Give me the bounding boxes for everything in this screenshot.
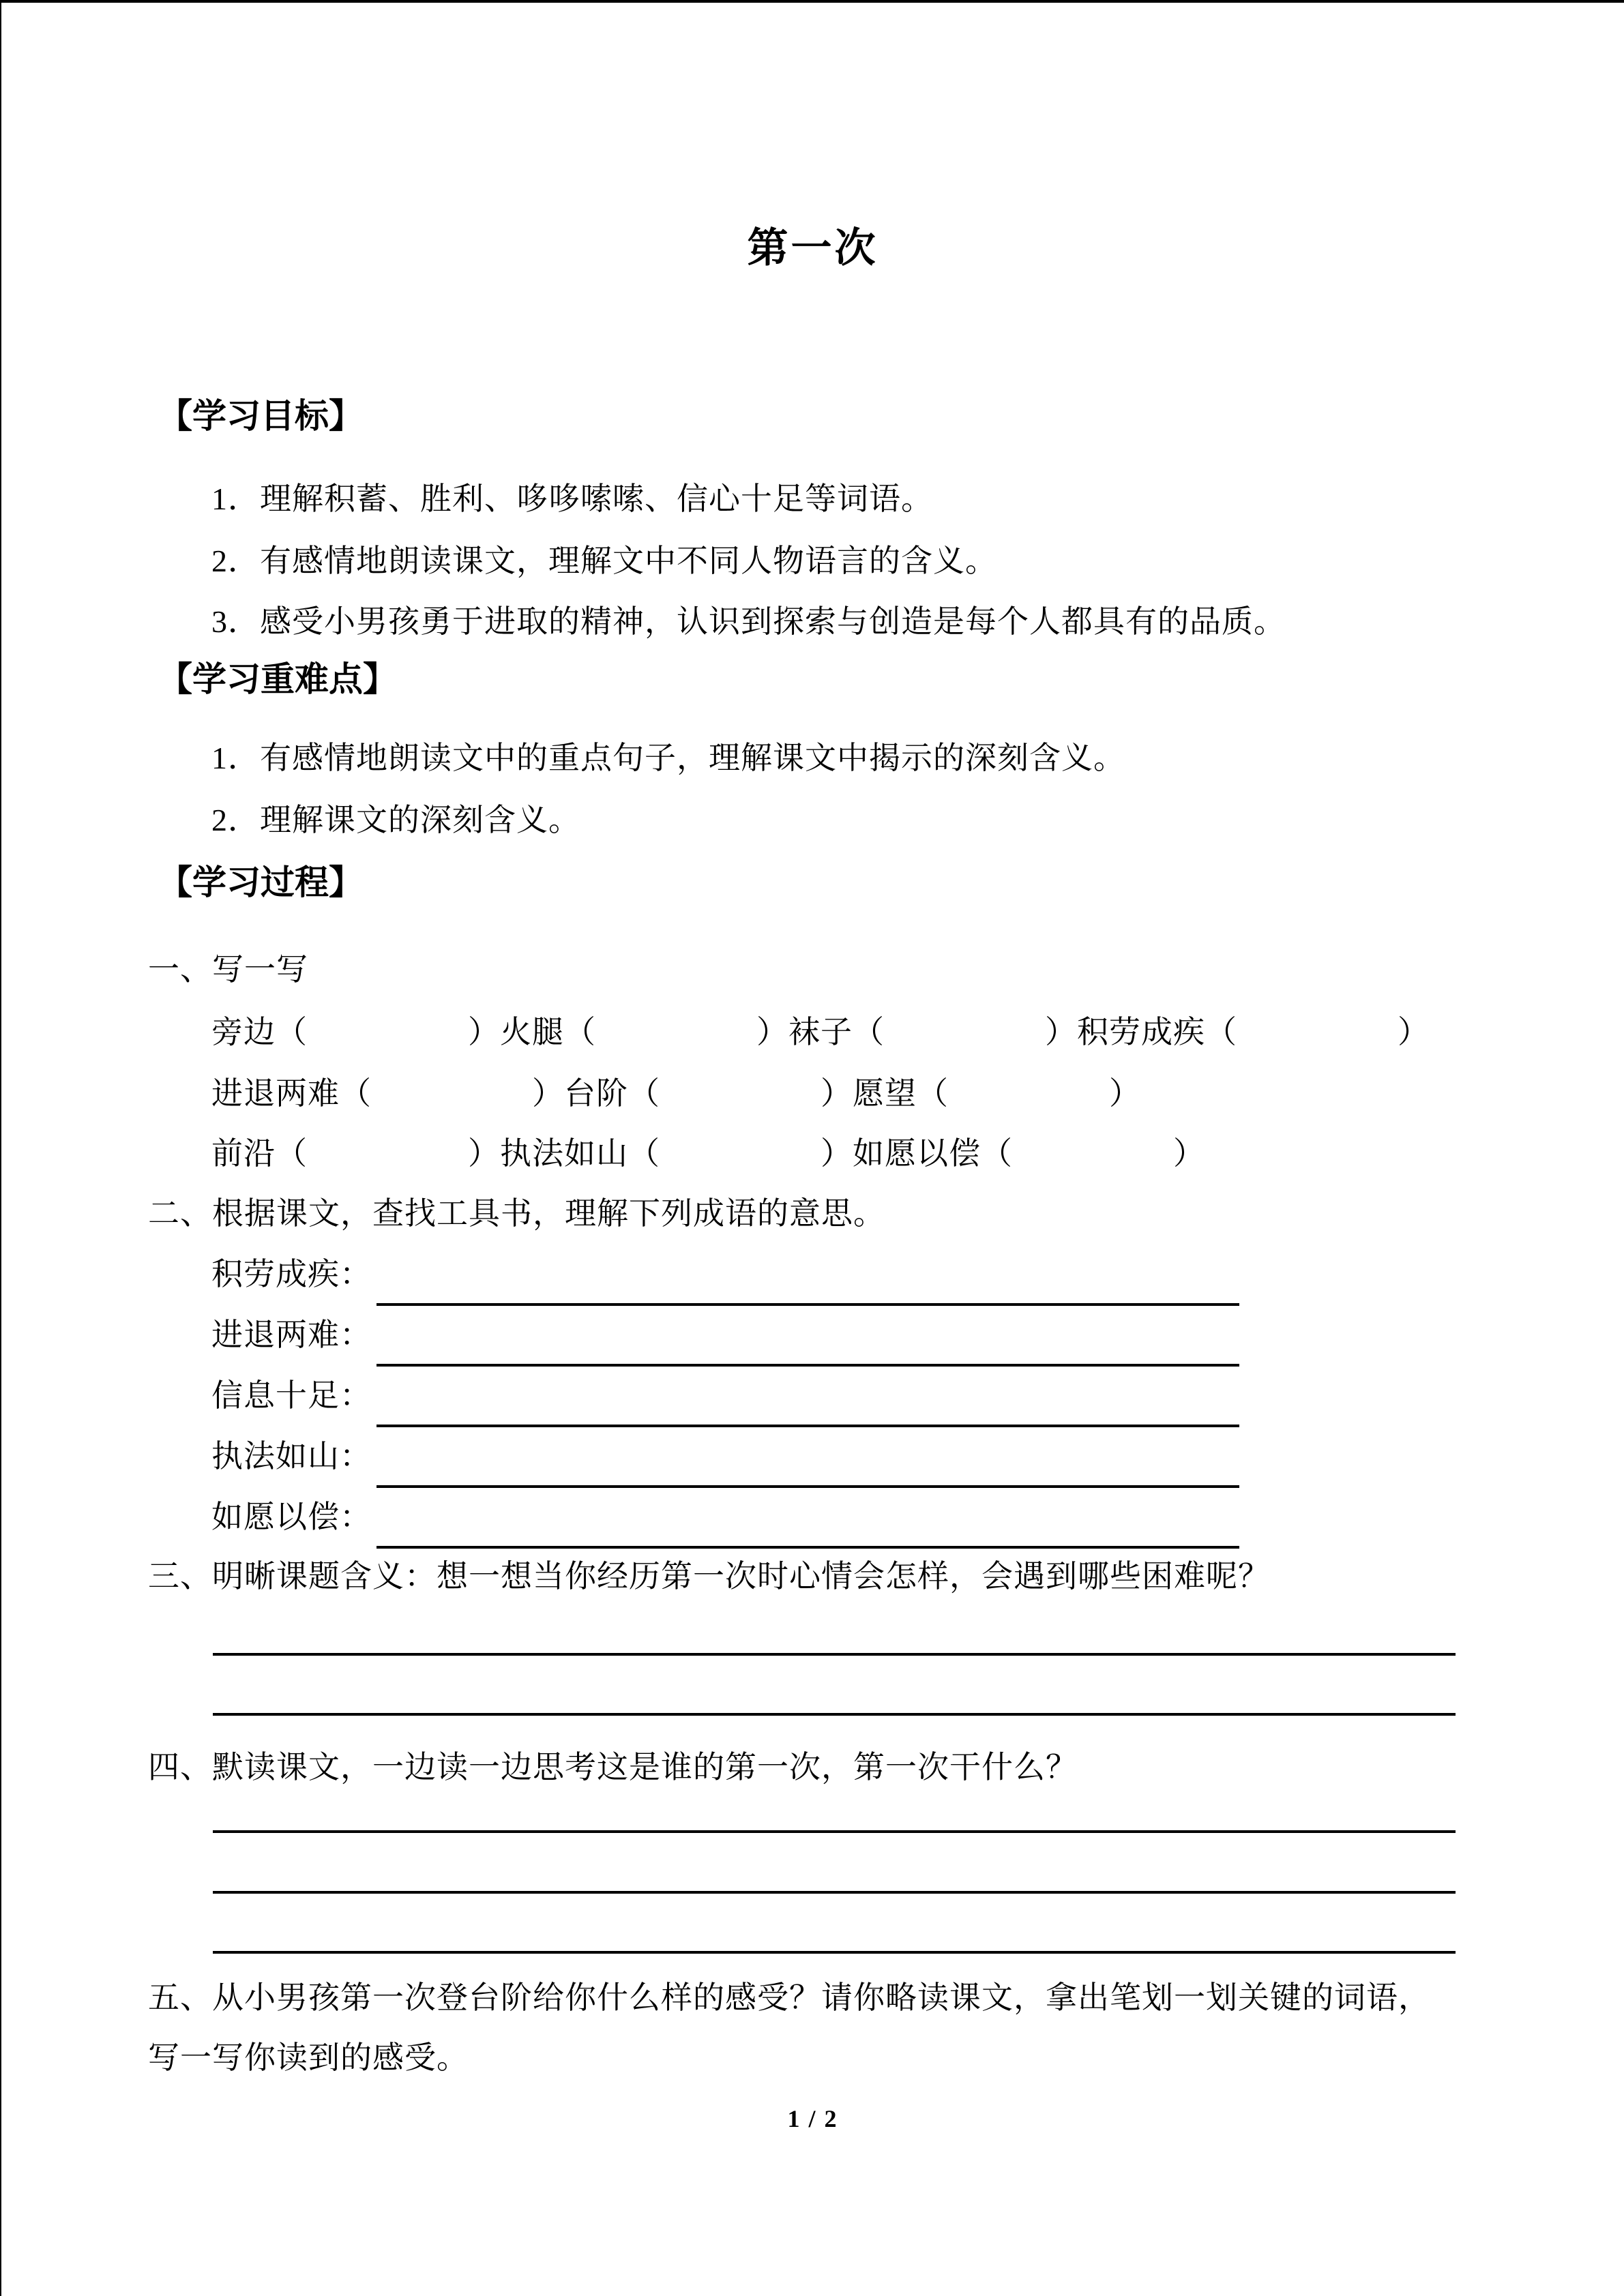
colon: ： <box>340 1378 372 1413</box>
idiom-term-row <box>211 1317 372 1354</box>
close-paren: ） <box>1045 1015 1077 1049</box>
idiom-term-row <box>211 1500 372 1536</box>
colon: ： <box>340 1317 372 1352</box>
section-five-label-line1: 五、从小男孩第一次登台阶给你什么样的感受？请你略读课文，拿出笔划一划关键的词语， <box>148 1980 1430 2015</box>
open-paren: （ <box>564 1015 596 1049</box>
answer-line <box>213 1891 1456 1894</box>
section-four-label: 四、默读课文，一边读一边思考这是谁的第一次，第一次干什么？ <box>148 1750 1078 1785</box>
heading-learning-goals: 【学习目标】 <box>158 397 363 435</box>
idiom-term: 信息十足 <box>211 1378 340 1413</box>
close-paren: ） <box>756 1015 788 1049</box>
idiom-term-row <box>211 1257 372 1293</box>
fill-blank-label: 前沿 <box>211 1136 276 1171</box>
answer-underline <box>377 1303 1239 1306</box>
fill-blank-item <box>853 1076 1141 1111</box>
fill-blank-gap <box>308 1036 468 1043</box>
fill-blank-item <box>853 1136 1205 1171</box>
fill-blank-item <box>500 1015 788 1049</box>
page-number: 1 / 2 <box>787 2105 838 2132</box>
section-three-label: 三、明晰课题含义：想一想当你经历第一次时心情会怎样，会遇到哪些困难呢？ <box>148 1559 1270 1594</box>
open-paren: （ <box>853 1015 885 1049</box>
close-paren: ） <box>468 1136 500 1171</box>
fill-blank-row <box>211 1136 1205 1172</box>
open-paren: （ <box>628 1076 660 1111</box>
answer-line <box>213 1951 1456 1954</box>
goal-item: 3．感受小男孩勇于进取的精神，认识到探索与创造是每个人都具有的品质。 <box>211 604 1286 639</box>
page-title: 第一次 <box>747 226 879 271</box>
idiom-term: 积劳成疾 <box>211 1257 340 1292</box>
fill-blank-gap <box>949 1097 1109 1104</box>
goal-item: 2．有感情地朗读课文，理解文中不同人物语言的含义。 <box>211 543 997 578</box>
open-paren: （ <box>981 1136 1013 1171</box>
open-paren: （ <box>276 1136 308 1171</box>
fill-blank-label: 积劳成疾 <box>1077 1015 1205 1049</box>
idiom-term: 如愿以偿 <box>211 1500 340 1534</box>
close-paren: ） <box>1398 1015 1430 1049</box>
answer-line <box>213 1830 1456 1833</box>
colon: ： <box>340 1500 372 1534</box>
fill-blank-label: 愿望 <box>853 1076 917 1111</box>
answer-underline <box>377 1425 1239 1427</box>
close-paren: ） <box>1109 1076 1141 1111</box>
answer-line <box>213 1653 1456 1656</box>
fill-blank-item <box>788 1015 1077 1049</box>
idiom-term-row <box>211 1439 372 1475</box>
fill-blank-label: 袜子 <box>788 1015 853 1049</box>
section-two-label: 二、根据课文，查找工具书，理解下列成语的意思。 <box>148 1196 885 1231</box>
fill-blank-item <box>211 1015 500 1049</box>
fill-blank-label: 旁边 <box>211 1015 276 1049</box>
fill-blank-label: 台阶 <box>564 1076 628 1111</box>
open-paren: （ <box>340 1076 372 1111</box>
close-paren: ） <box>821 1076 853 1111</box>
answer-underline <box>377 1364 1239 1367</box>
section-one-label: 一、写一写 <box>148 952 308 987</box>
fill-blank-gap <box>372 1097 532 1104</box>
idiom-term: 进退两难 <box>211 1317 340 1352</box>
fill-blank-gap <box>596 1036 756 1043</box>
close-paren: ） <box>821 1136 853 1171</box>
open-paren: （ <box>276 1015 308 1049</box>
close-paren: ） <box>1173 1136 1205 1171</box>
fill-blank-gap <box>1013 1157 1173 1164</box>
fill-blank-label: 进退两难 <box>211 1076 340 1111</box>
key-point-item: 1．有感情地朗读文中的重点句子，理解课文中揭示的深刻含义。 <box>211 741 1125 775</box>
idiom-term-row <box>211 1378 372 1414</box>
fill-blank-gap <box>660 1097 821 1104</box>
fill-blank-item <box>564 1076 853 1111</box>
answer-line <box>213 1713 1456 1716</box>
colon: ： <box>340 1257 372 1292</box>
fill-blank-label: 执法如山 <box>500 1136 628 1171</box>
fill-blank-row <box>211 1076 1141 1112</box>
goal-item: 1．理解积蓄、胜利、哆哆嗦嗦、信心十足等词语。 <box>211 481 933 516</box>
fill-blank-label: 火腿 <box>500 1015 564 1049</box>
open-paren: （ <box>628 1136 660 1171</box>
fill-blank-gap <box>308 1157 468 1164</box>
fill-blank-gap <box>660 1157 821 1164</box>
close-paren: ） <box>532 1076 564 1111</box>
fill-blank-row <box>211 1015 1430 1051</box>
heading-learning-process: 【学习过程】 <box>158 863 363 901</box>
close-paren: ） <box>468 1015 500 1049</box>
fill-blank-item <box>211 1076 564 1111</box>
fill-blank-label: 如愿以偿 <box>853 1136 981 1171</box>
fill-blank-item <box>211 1136 500 1171</box>
fill-blank-gap <box>885 1036 1045 1043</box>
idiom-term: 执法如山 <box>211 1439 340 1474</box>
fill-blank-item <box>500 1136 853 1171</box>
fill-blank-item <box>1077 1015 1430 1049</box>
section-five-label-line2: 写一写你读到的感受。 <box>148 2040 469 2075</box>
open-paren: （ <box>1205 1015 1237 1049</box>
answer-underline <box>377 1546 1239 1549</box>
key-point-item: 2．理解课文的深刻含义。 <box>211 803 580 837</box>
open-paren: （ <box>917 1076 949 1111</box>
fill-blank-gap <box>1237 1036 1398 1043</box>
colon: ： <box>340 1439 372 1474</box>
heading-key-points: 【学习重难点】 <box>158 660 397 698</box>
answer-underline <box>377 1485 1239 1488</box>
